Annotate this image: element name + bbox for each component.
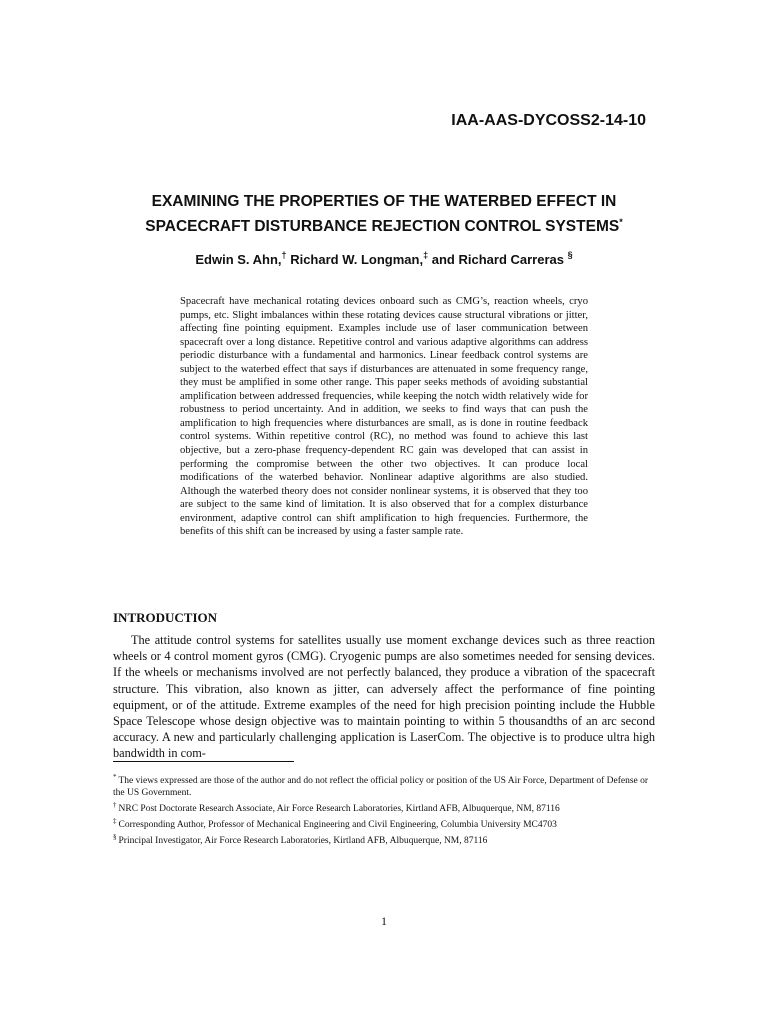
section-heading-introduction: INTRODUCTION	[113, 610, 218, 625]
author-ahn-mark: †	[281, 250, 287, 260]
abstract: Spacecraft have mechanical rotating devices onboard such as CMG’s, reaction wheels, cryo pumps, etc. Slight imbalances within these rotating devices cause structural vibrations or jitter, affecting fine pointing equipment. Examples include use of laser communication between spacecraft over a long distance. Repetitive control and various adaptive algorithms can address periodic disturbance with a fundamental and harmonics. Linear feedback control systems are subject to the waterbed effect that says if disturbances are attenuated in some frequency range, they must be amplified in some other range. This paper seeks methods of avoiding substantial amplification between addressed frequencies, while keeping the notch width relatively wide for robustness to period uncertainty. And in addition, we seeks to find ways that can push the amplification to high frequencies where disturbances are small, as is done in routine feedback control systems. Within repetitive control (RC), no method was found to achieve this last objective, but a zero-phase frequency-dependent RC gain was developed that can assist in performing the compromise between the other two objectives. It can produce local modifications of the waterbed behavior. Nonlinear adaptive algorithms are also studied. Although the waterbed theory does not consider nonlinear systems, it is observed that they too are subject to the same kind of limitation. It is also observed that for a complex disturbance environment, adaptive control can shift amplification to high frequencies. Furthermore, the benefits of this shift can be increased by using a faster sample rate.	[180, 296, 588, 538]
paper-id: IAA-AAS-DYCOSS2-14-10	[451, 112, 646, 129]
page-number: 1	[381, 914, 387, 928]
author-carreras: Richard Carreras	[458, 252, 564, 267]
introduction-body	[113, 632, 655, 762]
footnote-ahn	[113, 799, 658, 815]
footnote-disclaimer	[113, 771, 658, 799]
author-carreras-mark: §	[567, 250, 573, 260]
footnote-mark: ‡	[113, 817, 117, 825]
footnote-carreras	[113, 831, 658, 847]
title-line-1: EXAMINING THE PROPERTIES OF THE WATERBED EFFECT IN	[151, 193, 617, 210]
introduction-paragraph: The attitude control systems for satellites usually use moment exchange devices such as three reaction wheels or 4 control moment gyros (CMG). Cryogenic pumps are also sometimes needed for sensing devices. If the wheels or mechanisms involved are not perfectly balanced, they produce a vibration of the spacecraft structure. This vibration, also known as jitter, can adversely affect the performance of fine pointing equipment, or of the attitude. Extreme examples of the need for high precision pointing include the Hubble Space Telescope whose design objective was to maintain pointing to within 5 thousandths of an arc second accuracy. A new and particularly challenging application is LaserCom. The objective is to produce ultra high bandwidth in com-	[113, 633, 655, 761]
footnote-longman	[113, 815, 658, 831]
author-longman-mark: ‡	[423, 250, 429, 260]
footnote-divider	[113, 761, 294, 762]
author-ahn: Edwin S. Ahn,	[195, 252, 282, 267]
paper-title	[0, 191, 768, 237]
author-list	[0, 250, 768, 267]
footnote-mark: †	[113, 801, 117, 809]
title-line-2	[0, 212, 768, 237]
footnote-text: Principal Investigator, Air Force Research Laboratories, Kirtland AFB, Albuquerque, NM, 87116	[118, 836, 488, 846]
footnotes	[113, 771, 658, 847]
footnote-text: NRC Post Doctorate Research Associate, Air Force Research Laboratories, Kirtland AFB, Albuquerque, NM, 87116	[118, 804, 560, 814]
footnote-mark: *	[113, 773, 117, 781]
author-longman: Richard W. Longman,	[290, 252, 424, 267]
author-connector: and	[431, 252, 455, 267]
title-footnote-mark: *	[619, 217, 623, 227]
title-line-2-text: SPACECRAFT DISTURBANCE REJECTION CONTROL SYSTEMS	[145, 218, 620, 235]
footnote-mark: §	[113, 833, 117, 841]
footnote-text: The views expressed are those of the author and do not reflect the official policy or position of the US Air Force, Department of Defense or the US Government.	[113, 776, 649, 798]
footnote-text: Corresponding Author, Professor of Mechanical Engineering and Civil Engineering, Columbia University MC4703	[118, 820, 557, 830]
